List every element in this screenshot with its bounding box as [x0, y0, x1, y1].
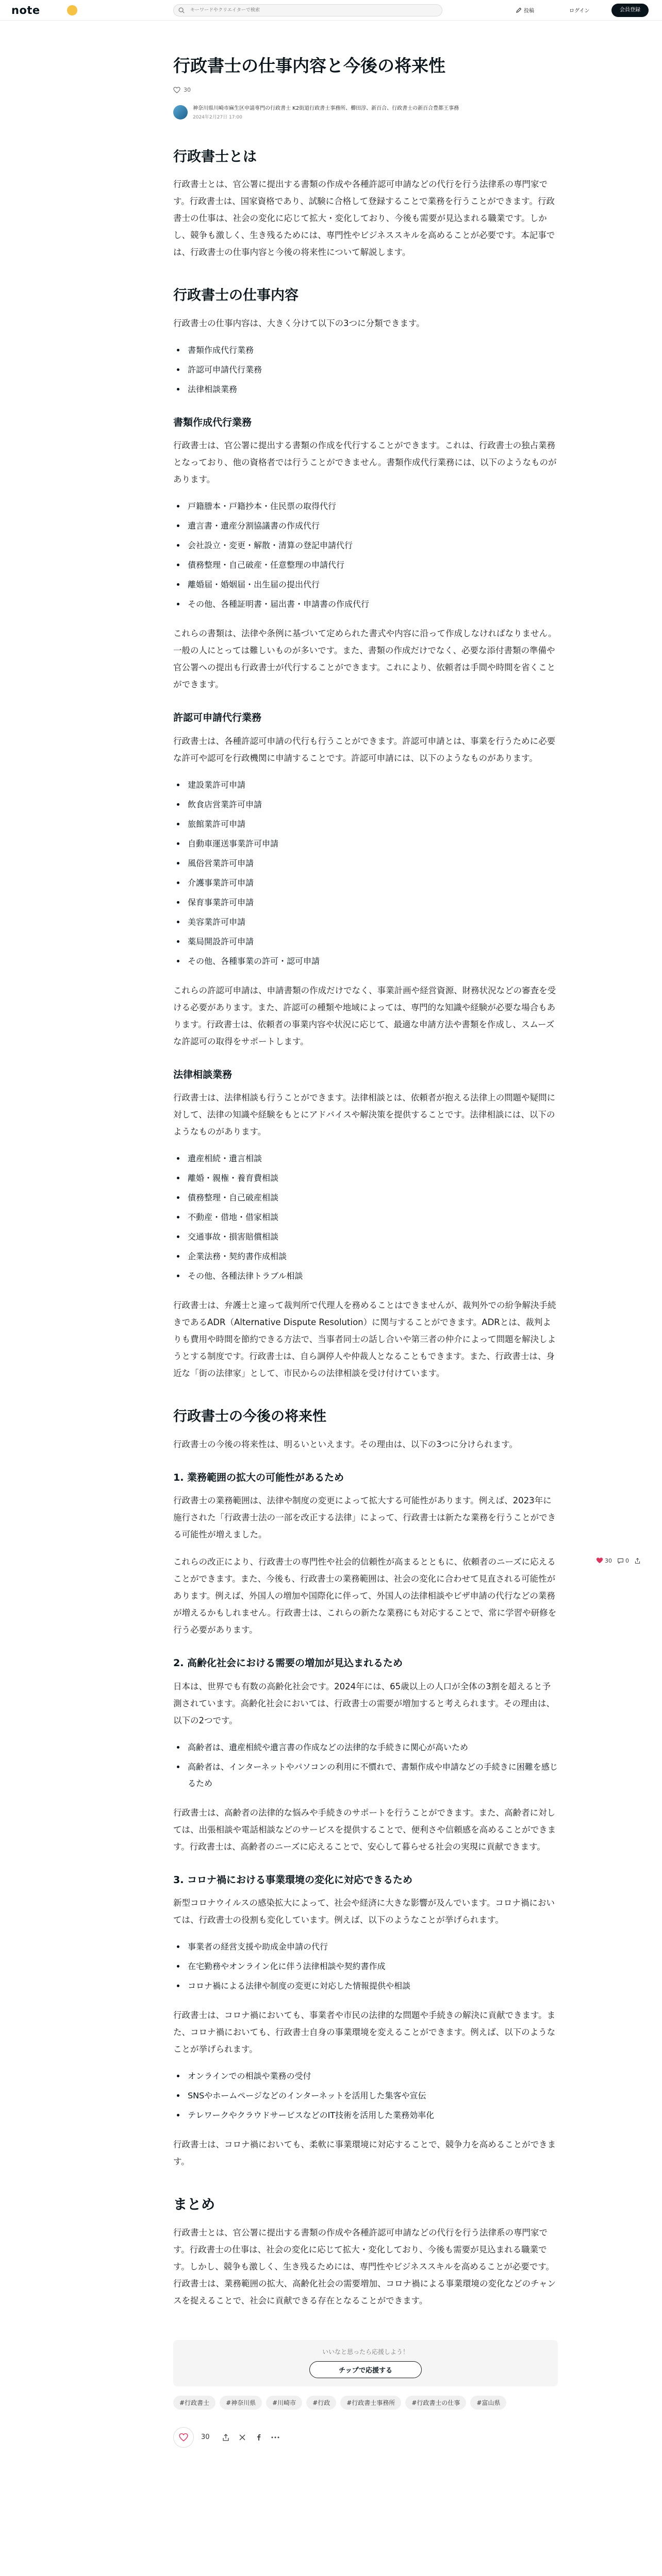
list-item: • 会社設立・変更・解散・清算の登記申請代行 [186, 537, 558, 554]
article-actions [173, 2427, 558, 2448]
list-item: • 建設業許可申請 [186, 777, 558, 793]
section-heading: まとめ [173, 2197, 215, 2213]
pen-icon [516, 7, 522, 13]
subsection-heading: 2. 高齢化社会における需要の増加が見込まれるため [173, 1657, 403, 1669]
more-icon [271, 2436, 279, 2439]
article [173, 54, 558, 2448]
section-intro: 行政書士の今後の将来性は、明るいといえます。その理由は、以下の3つに分けられます。 [173, 1439, 518, 1449]
support-box [173, 2340, 558, 2386]
list-item: • その他、各種法律トラブル相談 [186, 1268, 558, 1284]
facebook-share-button[interactable] [254, 2433, 263, 2442]
like-summary[interactable] [173, 87, 558, 94]
list-item: • 遺言書・遺産分割協議書の作成代行 [186, 518, 558, 534]
floating-comment[interactable] [617, 1557, 629, 1564]
publish-date: 2024年2月27日 17:00 [193, 114, 242, 120]
paragraph: これらの許認可申請は、申請書類の作成だけでなく、事業計画や経営資源、財務状況などの審査を受ける必要があります。また、許認可の種類や地域によっては、専門的な知識や経験が必要な場合もあります。行政書士は、依頼者の事業内容や状況に応じて、最適な申請方法や書類を作成し、スムーズな許認可の取得をサポートします。 [173, 985, 556, 1046]
x-share-button[interactable] [238, 2433, 247, 2442]
paragraph: 行政書士は、弁護士と違って裁判所で代理人を務めることはできませんが、裁判外での紛争解決手続きであるADR（Alternative Dispute Resolution）に関与することができます。ADRとは、裁判よりも費用や時間を節約できる方法で、当事者同士の話し合いや第三者の仲介によって問題を解決しようとする制度です。行政書士は、自ら調停人や仲裁人となることもできます。また、行政書士は、身近な「街の法律家」として、市民からの法律相談を受け付けています。 [173, 1300, 556, 1379]
hashtag[interactable]: #富山県 [470, 2396, 506, 2410]
section-intro: 行政書士の仕事内容は、大きく分けて以下の3つに分類できます。 [173, 318, 425, 328]
list-item: • 薬局開設許可申請 [186, 934, 558, 950]
hashtag[interactable]: #神奈川県 [220, 2396, 262, 2410]
facebook-icon [255, 2434, 262, 2441]
list-item: • 交通事故・損害賠償相談 [186, 1229, 558, 1245]
subsection-heading: 3. コロナ禍における事業環境の変化に対応できるため [173, 1874, 413, 1886]
author-avatar[interactable] [173, 105, 188, 120]
author-name[interactable]: 神奈川県川崎市麻生区申請専門の行政書士 K2街道行政書士事務所、櫛田淳、新百合、行政書士の新百合豊都王事務 [193, 105, 459, 111]
article-body [173, 147, 558, 2309]
paragraph: 行政書士は、法律相談も行うことができます。法律相談とは、依頼者が抱える法律上の問題や疑問に対して、法律の知識や経験をもとにアドバイスや解決策を提供することです。法律相談には、以下のようなものがあります。 [173, 1093, 556, 1137]
post-label: 投稿 [524, 8, 534, 14]
floating-share[interactable] [634, 1557, 641, 1564]
hashtag[interactable]: #行政書士事務所 [340, 2396, 401, 2410]
list-item: • 債務整理・自己破産相談 [186, 1190, 558, 1206]
bullet-list [186, 498, 558, 613]
author-info [173, 105, 558, 120]
paragraph: 新型コロナウイルスの感染拡大によって、社会や経済に大きな影響が及んでいます。コロナ禍においては、行政書士の役割も変化しています。例えば、以下のようなことが挙げられます。 [173, 1898, 555, 1925]
list-item: • 債務整理・自己破産・任意整理の申請代行 [186, 557, 558, 573]
subsection-heading: 1. 業務範囲の拡大の可能性があるため [173, 1471, 344, 1483]
subsection-heading: 許認可申請代行業務 [173, 712, 262, 724]
share-button[interactable] [221, 2433, 230, 2442]
share-icon [634, 1557, 641, 1564]
bullet-list [186, 1150, 558, 1284]
heart-icon [179, 2433, 188, 2442]
list-item: • 自動車運送事業許可申請 [186, 836, 558, 852]
list-item: • 保育事業許可申請 [186, 894, 558, 911]
share-icon [222, 2433, 230, 2442]
list-item: • その他、各種証明書・届出書・申請書の作成代行 [186, 596, 558, 613]
list-item: • コロナ禍による法律や制度の変更に対応した情報提供や相談 [186, 1978, 558, 1994]
tip-button-label: チップで応援する [338, 2366, 392, 2375]
like-button[interactable] [173, 2427, 194, 2448]
list-item: • 高齢者は、遺産相続や遺言書の作成などの法律的な手続きに関心が高いため [186, 1739, 558, 1756]
list-item: • 企業法務・契約書作成相談 [186, 1248, 558, 1265]
list-item: • 離婚届・婚姻届・出生届の提出代行 [186, 577, 558, 593]
list-item: • 戸籍謄本・戸籍抄本・住民票の取得代行 [186, 498, 558, 515]
login-link[interactable]: ログイン [569, 8, 590, 14]
event-badge-icon[interactable] [67, 5, 77, 15]
subsection-heading: 書類作成代行業務 [173, 416, 252, 428]
list-item: • 不動産・借地・借家相談 [186, 1209, 558, 1226]
bullet-list [186, 1739, 558, 1792]
paragraph: 行政書士とは、官公署に提出する書類の作成や各種許認可申請などの代行を行う法律系の専門家です。行政書士の仕事は、社会の変化に応じて拡大・変化しており、今後も需要が見込まれる職業です。しかし、競争も激しく、生き残るためには、専門性やビジネススキルを高めることが必要です。行政書士は、業務範囲の拡大、高齢化社会の需要増加、コロナ禍による事業環境の変化などのチャンスを捉えることで、社会に貢献できる存在となることができます。 [173, 2227, 556, 2306]
paragraph: 行政書士とは、官公署に提出する書類の作成や各種許認可申請などの代行を行う法律系の専門家です。行政書士は、国家資格であり、試験に合格して登録することで業務を行うことができます。行政書士の仕事は、社会の変化に応じて拡大・変化しており、今後も需要が見込まれる職業です。しかし、競争も激しく、生き残るためには、専門性やビジネススキルを高めることが必要です。本記事では、行政書士の仕事内容と今後の将来性について解説します。 [173, 179, 555, 258]
bullet-list [186, 1939, 558, 1994]
hashtag[interactable]: #行政書士 [173, 2396, 216, 2410]
paragraph: 行政書士の業務範囲は、法律や制度の変更によって拡大する可能性があります。例えば、2023年に施行された「行政書士法の一部を改正する法律」によって、行政書士は新たな業務を行うことができる可能性が増えました。 [173, 1496, 556, 1540]
list-item: • 許認可申請代行業務 [186, 362, 558, 378]
list-item: • 高齢者は、インターネットやパソコンの利用に不慣れで、書類作成や申請などの手続きに困難を感じるため [186, 1759, 558, 1792]
paragraph: 行政書士は、コロナ禍においても、柔軟に事業環境に対応することで、競争力を高めることができます。 [173, 2140, 556, 2167]
floating-like[interactable] [596, 1557, 612, 1564]
tag-list [173, 2396, 558, 2410]
subsection-heading: 法律相談業務 [173, 1069, 233, 1080]
list-item: • SNSやホームページなどのインターネットを活用した集客や宣伝 [186, 2088, 558, 2104]
paragraph: これらの改正により、行政書士の専門性や社会的信頼性が高まるとともに、依頼者のニーズに応えることができます。また、今後も、行政書士の業務範囲は、社会の変化に合わせて見直される可能性があります。例えば、外国人の増加や国際化に伴って、外国人の法律相談やビザ申請の代行などの業務が増えるかもしれません。行政書士は、これらの新たな業務にも対応することで、常に学習や研修を行う必要があります。 [173, 1557, 557, 1635]
top-header [0, 0, 662, 21]
hashtag[interactable]: #行政 [306, 2396, 336, 2410]
list-item: • 事業者の経営支援や助成金申請の代行 [186, 1939, 558, 1955]
note-logo[interactable]: note [11, 4, 40, 16]
section-heading: 行政書士の仕事内容 [173, 287, 299, 304]
signup-button[interactable]: 会員登録 [611, 4, 649, 17]
heart-icon [173, 87, 180, 94]
list-item: • オンラインでの相談や業務の受付 [186, 2068, 558, 2084]
support-text: いいなと思ったら応援しよう！ [322, 2348, 409, 2355]
floating-like-count: 30 [605, 1557, 612, 1564]
tip-button[interactable] [309, 2361, 422, 2378]
list-item: • 美容業許可申請 [186, 914, 558, 930]
bullet-list [186, 2068, 558, 2124]
x-icon [239, 2434, 246, 2441]
hashtag[interactable]: #川崎市 [266, 2396, 302, 2410]
paragraph: 行政書士は、各種許認可申請の代行も行うことができます。許認可申請とは、事業を行うために必要な許可や認可を行政機関に申請することです。許認可申請には、以下のようなものがあります。 [173, 736, 556, 763]
search-icon [178, 7, 185, 14]
search-bar[interactable] [173, 4, 442, 16]
list-item: • 風俗営業許可申請 [186, 855, 558, 872]
list-item: • 旅館業許可申請 [186, 816, 558, 833]
more-button[interactable] [271, 2433, 280, 2442]
paragraph: 行政書士は、コロナ禍においても、事業者や市民の法律的な問題や手続きの解決に貢献できます。また、コロナ禍においても、行政書士自身の事業環境を変えることができます。例えば、以下のようなことが挙げられます。 [173, 2010, 556, 2055]
section-heading: 行政書士の今後の将来性 [173, 1409, 326, 1425]
bullet-list [186, 777, 558, 970]
list-item: • 書類作成代行業務 [186, 342, 558, 359]
floating-actions [596, 1557, 641, 1564]
list-item: • 飲食店営業許可申請 [186, 796, 558, 813]
article-title: 行政書士の仕事内容と今後の将来性 [173, 56, 445, 76]
list-item: • 介護事業許可申請 [186, 875, 558, 891]
list-item: • 遺産相続・遺言相談 [186, 1150, 558, 1167]
comment-icon [617, 1557, 624, 1564]
heart-icon [596, 1557, 603, 1564]
like-count: 30 [184, 87, 191, 94]
bullet-list [186, 342, 558, 398]
paragraph: 行政書士は、高齢者の法律的な悩みや手続きのサポートを行うことができます。また、高齢者に対しては、出張相談や電話相談などのサービスを提供することで、便利さや信頼感を高めることができます。行政書士は、高齢者のニーズに応えることで、安心して暮らせる社会の実現に貢献できます。 [173, 1807, 556, 1852]
list-item: • 離婚・親権・養育費相談 [186, 1170, 558, 1187]
paragraph: 行政書士は、官公署に提出する書類の作成を代行することができます。これは、行政書士の独占業務となっており、他の資格者では行うことができません。書類作成代行業務には、以下のようなものがあります。 [173, 440, 557, 485]
hashtag[interactable]: #行政書士の仕事 [405, 2396, 466, 2410]
list-item: • その他、各種事業の許可・認可申請 [186, 953, 558, 970]
post-button[interactable] [516, 6, 534, 14]
search-input[interactable] [190, 6, 433, 14]
list-item: • 在宅勤務やオンライン化に伴う法律相談や契約書作成 [186, 1958, 558, 1975]
section-heading: 行政書士とは [173, 148, 257, 165]
floating-comment-count: 0 [625, 1557, 629, 1564]
list-item: • テレワークやクラウドサービスなどのIT技術を活用した業務効率化 [186, 2107, 558, 2124]
footer-like-count: 30 [201, 2433, 210, 2442]
paragraph: 日本は、世界でも有数の高齢化社会です。2024年には、65歳以上の人口が全体の3割を超えると予測されています。高齢化社会においては、行政書士の需要が増加すると考えられます。その理由は、以下の2つです。 [173, 1681, 555, 1725]
paragraph: これらの書類は、法律や条例に基づいて定められた書式や内容に沿って作成しなければなりません。一般の人にとっては難しいものが多いです。また、書類の作成だけでなく、必要な添付書類の準備や官公署への提出も行政書士が代行することができます。これにより、依頼者は手間や時間を省くことができます。 [173, 629, 557, 690]
list-item: • 法律相談業務 [186, 381, 558, 398]
